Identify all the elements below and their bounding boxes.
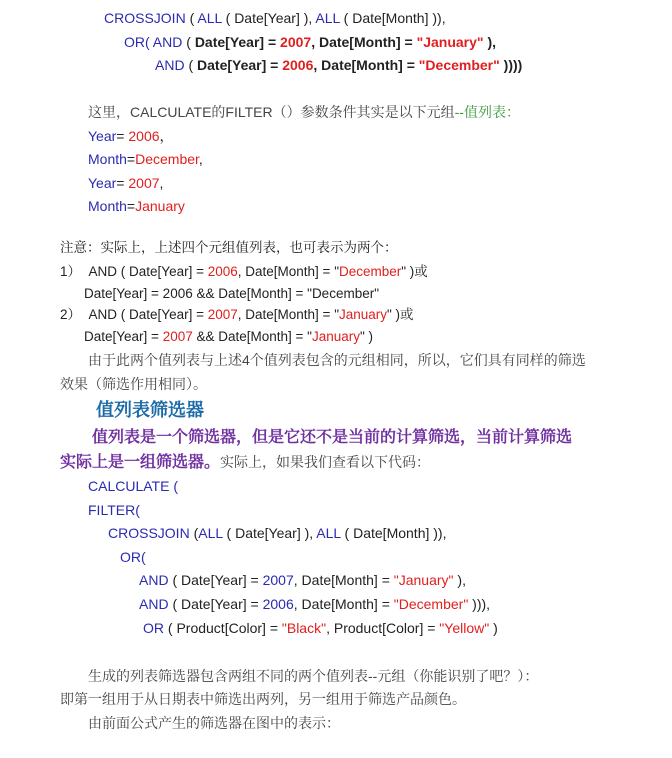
tuple-item [88,126,174,146]
code2-line5 [139,570,466,590]
code2-line6 [139,594,490,614]
para3-line2: 即第一组用于从日期表中筛选出两列，另一组用于筛选产品颜色。 [60,691,466,707]
tuple-key: Year [88,128,117,144]
section-heading: 值列表筛选器 [96,400,204,420]
tuple-value: January [135,198,185,214]
tuple-value: December [135,151,199,167]
note-code: AND ( Date[Year] = [88,307,208,322]
para3-line3: 由前面公式产生的筛选器在图中的表示： [88,715,340,731]
note-item-2-alt [84,327,373,347]
tuple-eq: = [126,198,136,214]
note-code: " )或 [387,307,414,322]
note-code: Date[Year] = [84,329,163,344]
code-text: ( Date[Year] ), [222,525,317,541]
keyword: OR [143,620,164,636]
code-text: ), [453,572,466,588]
para1-line2: 效果（筛选作用相同）。 [60,376,207,392]
tuple-eq: = [116,175,129,191]
tuple-sep: , [198,151,203,167]
code1-line1 [104,8,446,28]
para2-bold-text: 实际上是一组筛选器。 [60,454,221,471]
code-string: "December" [393,596,469,612]
note-number: 2006 [207,264,238,279]
note-string: December [338,264,402,279]
tuple-value: 2007 [128,175,160,191]
tuple-key: Month [88,198,127,214]
para2-rest-text: 实际上，如果我们查看以下代码： [220,454,431,470]
code-text: , Date[Month] = [293,596,394,612]
keyword: AND [139,572,169,588]
code-text: ) [489,620,498,636]
code-text: , Date[Month] = [311,34,417,50]
code-text: ( Date[Month] )), [339,10,446,26]
intro-paragraph [88,102,520,122]
tuple-value: 2006 [128,128,160,144]
code-text: ( [185,10,198,26]
note-number: 2007 [162,329,193,344]
note-title: 注意：实际上，上述四个元组值列表，也可表示为两个： [60,240,398,255]
note-code: && Date[Month] = " [192,329,312,344]
note-item-2 [60,305,414,325]
code1-line3 [155,55,522,75]
note-number: 2007 [207,307,238,322]
code-text: )))) [499,57,523,73]
code-text: ), [483,34,497,50]
keyword: CROSSJOIN [104,10,186,26]
note-item-1 [60,262,428,282]
note-code: " )或 [401,264,428,279]
code-text: ( [182,34,195,50]
code2-line2: FILTER( [88,502,140,518]
note-string: January [311,329,360,344]
code-text: ( Date[Month] )), [340,525,447,541]
keyword: OR( [124,34,150,50]
keyword: ALL [197,10,222,26]
code-string: "January" [393,572,454,588]
tuple-eq: = [116,128,129,144]
keyword: ALL [198,525,223,541]
code-text: ( [184,57,198,73]
keyword: CROSSJOIN [108,525,190,541]
code-text: Date[Year] = [197,57,283,73]
code-number: 2006 [282,57,314,73]
para2-bold-line1: 值列表是一个筛选器，但是它还不是当前的计算筛选，当前计算筛选 [92,429,573,446]
code-text: , Product[Color] = [326,620,440,636]
code2-line3 [108,523,446,543]
code-text: Date[Year] = [194,34,281,50]
keyword: AND [149,34,183,50]
code-text: , Date[Month] = [293,572,394,588]
intro-text: 这里，CALCULATE的FILTER（）参数条件其实是以下元组 [88,104,455,120]
note-code: AND ( Date[Year] = [88,264,208,279]
para1-line1: 由于此两个值列表与上述4个值列表包含的元组相同，所以，它们具有同样的筛选 [88,352,586,368]
tuple-item [88,149,203,169]
tuple-sep: , [159,175,164,191]
note-code: , Date[Month] = " [237,307,339,322]
code-number: 2007 [280,34,312,50]
tuple-eq: = [126,151,136,167]
item-number: 1） [60,264,82,279]
code2-line7 [143,618,498,638]
keyword: ALL [316,525,341,541]
code-text: , Date[Month] = [313,57,419,73]
code-number: 2006 [262,596,294,612]
code-string: "Yellow" [439,620,490,636]
note-string: January [338,307,388,322]
tuple-key: Month [88,151,127,167]
code-string: "December" [418,57,500,73]
para3-line1: 生成的列表筛选器包含两组不同的两个值列表--元组（你能识别了吧？）： [88,668,539,684]
code-text: ( Product[Color] = [164,620,282,636]
keyword: AND [139,596,169,612]
keyword: ALL [315,10,340,26]
code-string: "Black" [281,620,327,636]
intro-highlight: --值列表： [454,104,520,120]
code-text: ))), [468,596,491,612]
note-item-1-alt: Date[Year] = 2006 && Date[Month] = "December" [84,286,380,301]
code-text: ( [189,525,199,541]
note-code: , Date[Month] = " [237,264,339,279]
tuple-key: Year [88,175,117,191]
code2-line4: OR( [120,549,146,565]
code-text: ( Date[Year] = [168,572,263,588]
code-number: 2007 [262,572,294,588]
tuple-item [88,196,185,216]
code-text: ( Date[Year] ), [221,10,316,26]
keyword: AND [155,57,185,73]
code-string: "January" [416,34,484,50]
code2-line1: CALCULATE ( [88,478,178,494]
item-number: 2） [60,307,82,322]
tuple-sep: ， [159,128,174,144]
para2-line2 [60,452,430,473]
code1-line2 [124,32,496,52]
tuple-item [88,173,163,193]
note-code: " ) [360,329,374,344]
code-text: ( Date[Year] = [168,596,263,612]
